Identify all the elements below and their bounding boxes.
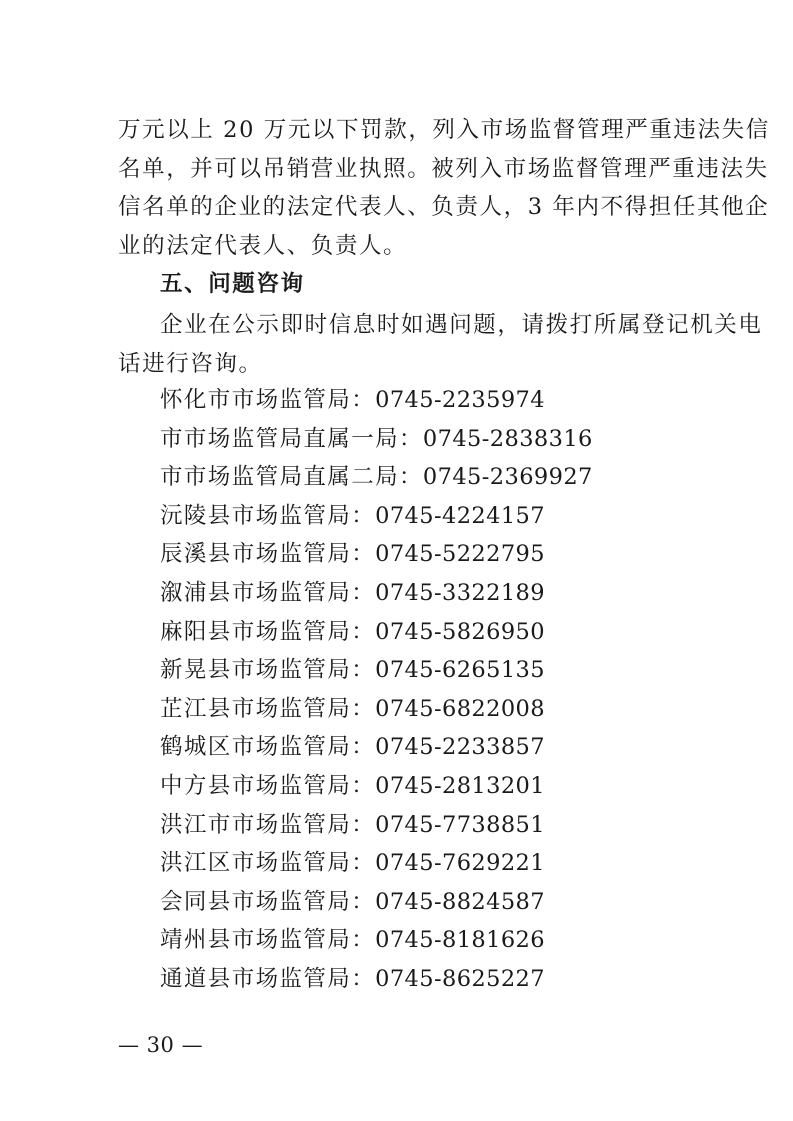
contact-item	[160, 844, 593, 883]
office-name: 洪江市市场监管局：	[160, 811, 376, 838]
phone-number: 0745-5826950	[375, 618, 545, 645]
consultation-paragraph	[118, 306, 763, 383]
contact-item	[160, 767, 593, 806]
contact-item	[160, 728, 593, 767]
phone-number: 0745-2369927	[422, 464, 593, 491]
page-number: — 30 —	[118, 1033, 204, 1057]
contact-item	[160, 883, 593, 922]
office-name: 靖州县市场监管局：	[160, 927, 376, 954]
phone-number: 0745-8625227	[375, 965, 545, 992]
office-name: 沅陵县市场监管局：	[160, 502, 376, 529]
phone-number: 0745-8181626	[375, 927, 545, 954]
phone-number: 0745-4224157	[375, 502, 545, 529]
paragraph-line: 名单，并可以吊销营业执照。被列入市场监督管理严重违法失	[118, 155, 769, 182]
contact-item	[160, 535, 593, 574]
office-name: 市市场监管局直属一局：	[160, 425, 423, 452]
contact-item	[160, 690, 593, 729]
phone-number: 0745-2233857	[375, 734, 545, 761]
phone-number: 0745-7629221	[375, 850, 545, 877]
phone-number: 0745-2813201	[375, 772, 545, 799]
office-name: 中方县市场监管局：	[160, 772, 376, 799]
contact-item	[160, 497, 593, 536]
contact-item	[160, 381, 593, 420]
office-name: 会同县市场监管局：	[160, 888, 376, 915]
section-heading: 五、问题咨询	[160, 271, 305, 297]
phone-number: 0745-8824587	[375, 888, 545, 915]
office-name: 通道县市场监管局：	[160, 965, 376, 992]
contact-item	[160, 806, 593, 845]
office-name: 鹤城区市场监管局：	[160, 734, 376, 761]
paragraph-line: 万元以上 20 万元以下罚款，列入市场监督管理严重违法失信	[118, 117, 770, 143]
contact-item	[160, 420, 593, 459]
penalty-paragraph	[118, 111, 770, 265]
phone-number: 0745-6265135	[375, 657, 545, 684]
office-name: 溆浦县市场监管局：	[160, 579, 376, 606]
phone-number: 0745-2235974	[375, 387, 545, 413]
phone-number: 0745-7738851	[375, 811, 545, 838]
office-name: 麻阳县市场监管局：	[160, 618, 376, 645]
office-name: 市市场监管局直属二局：	[160, 464, 423, 491]
office-name: 芷江县市场监管局：	[160, 695, 376, 722]
paragraph-line: 业的法定代表人、负责人。	[118, 232, 408, 259]
office-name: 洪江区市场监管局：	[160, 850, 376, 877]
office-name: 辰溪县市场监管局：	[160, 541, 376, 568]
office-name: 新晃县市场监管局：	[160, 657, 376, 684]
contact-item	[160, 960, 593, 999]
contact-item	[160, 921, 593, 960]
paragraph-line: 话进行咨询。	[118, 350, 263, 377]
contact-item	[160, 651, 593, 690]
phone-number: 0745-5222795	[375, 541, 545, 568]
contact-list	[160, 381, 593, 999]
office-name: 怀化市市场监管局：	[160, 387, 376, 413]
paragraph-line: 企业在公示即时信息时如遇问题，请拨打所属登记机关电	[160, 312, 763, 338]
contact-item	[160, 458, 593, 497]
contact-item	[160, 613, 593, 652]
paragraph-line: 信名单的企业的法定代表人、负责人，3 年内不得担任其他企	[118, 194, 770, 220]
phone-number: 0745-3322189	[375, 579, 545, 606]
contact-item	[160, 574, 593, 613]
phone-number: 0745-6822008	[375, 695, 545, 722]
phone-number: 0745-2838316	[422, 425, 593, 452]
